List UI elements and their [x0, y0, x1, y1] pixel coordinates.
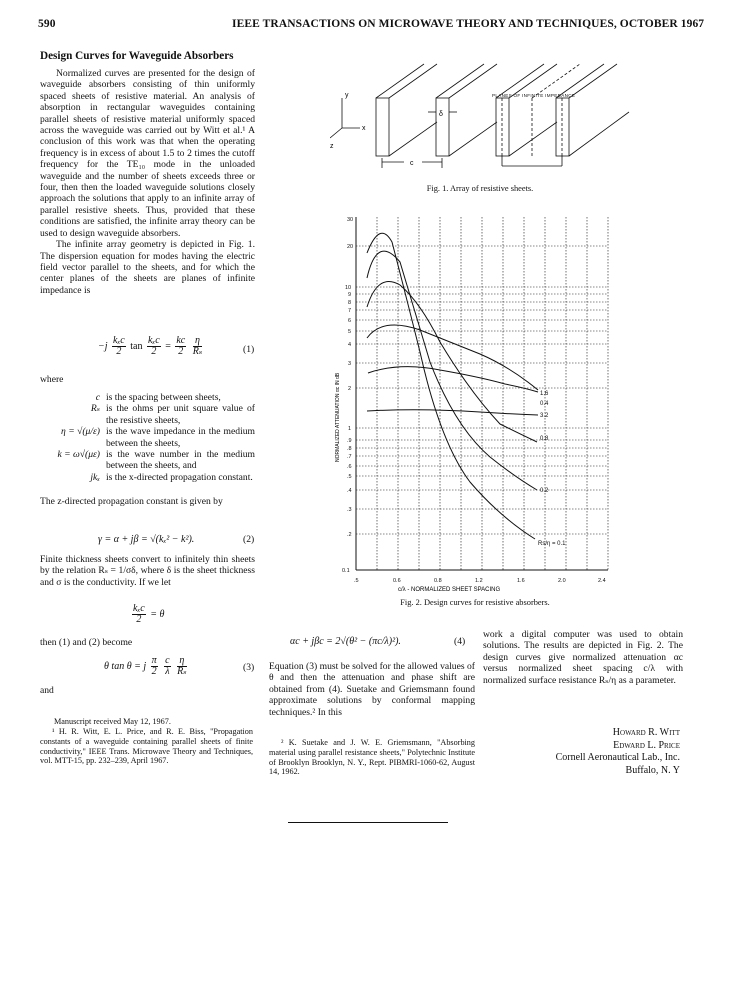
definition-list: [40, 392, 255, 483]
definition-item: η = √(μ/ε) is the wave impedance in the medium between the sheets,: [61, 426, 255, 449]
affiliation: Cornell Aeronautical Lab., Inc.: [555, 752, 680, 763]
definition-item: c is the spacing between sheets,: [95, 392, 221, 403]
svg-text:2.0: 2.0: [558, 578, 566, 584]
axis-x-label: x: [362, 125, 366, 132]
paragraph-geometry: The infinite array geometry is depicted in Fig. 1. The dispersion equation for modes having the electric field vector parallel to the sheets, and for which the center planes of the sheets are planes of infinite impedance is: [40, 239, 255, 296]
figure-2-caption: Fig. 2. Design curves for resistive absorbers.: [400, 598, 550, 607]
paragraph-equation-solution: Equation (3) must be solved for the allowed values of θ and then the attenuation and phase shift are obtained from (4). Suetake and Griemsmann found approximate solutions by conformal mapping techniques.² In this: [269, 661, 475, 718]
svg-text:.3: .3: [347, 507, 352, 513]
curve-0.8: [367, 325, 538, 390]
definition-item: k = ω√(με) is the wave number in the medium between the sheets, and: [57, 449, 255, 472]
eq3-lhs: θ tan θ = j: [104, 660, 147, 672]
svg-text:.8: .8: [347, 446, 352, 452]
svg-text:.7: .7: [347, 454, 352, 460]
page-number: 590: [38, 18, 56, 30]
definition-item: jkₓ is the x-directed propagation constant.: [90, 471, 253, 483]
x-axis-label: c/λ - NORMALIZED SHEET SPACING: [398, 587, 501, 592]
svg-text:.5: .5: [354, 578, 359, 584]
article-title: Design Curves for Waveguide Absorbers: [40, 50, 234, 62]
svg-text:1.6: 1.6: [517, 578, 525, 584]
paragraph-intro: Normalized curves are presented for the design of waveguide absorbers consisting of thin uniformly spaced sheets of resistive material. An analysis of absorption in rectangular waveguides containing parallel sheets of resistive material uniformly spaced across the waveguide was carried out by Witt et al.¹ A conclusion of this work was that when the operating frequency is in excess of about 1.5 to 2 times the cutoff frequency for the TE₁₀ mode in the unloaded waveguide and the number of sheets exceeds three or four, then then the loaded waveguide solutions closely approach the solutions that apply to an infinite array of parallel resistive sheets. Thus, provided that these conditions are satisfied, the infinite array theory can be used to design waveguide absorbers.: [40, 68, 255, 239]
eq1-tan: tan: [130, 340, 143, 352]
footnote-2: ² K. Suetake and J. W. E. Griemsmann, "Absorbing material using parallel resistance sheets," Polytechnic Institute of Brooklyn Brooklyn, N. Y., Rept. PIBMRI-1060-62, August 14, 1962.: [269, 738, 475, 777]
y-axis-label: NORMALIZED ATTENUATION αc IN dB: [335, 372, 341, 462]
legend-0.8: 0.8: [540, 436, 549, 442]
planes-label: PLANES OF INFINITE IMPEDANCE: [492, 93, 576, 98]
journal-header: IEEE TRANSACTIONS ON MICROWAVE THEORY AND TECHNIQUES, OCTOBER 1967: [232, 18, 705, 30]
theta-rhs: = θ: [150, 608, 165, 620]
left-column: [40, 68, 255, 296]
svg-text:2: 2: [348, 386, 352, 392]
svg-text:6: 6: [348, 318, 352, 324]
figure-1-diagram: [330, 48, 630, 168]
figure-1-caption: Fig. 1. Array of resistive sheets.: [426, 184, 534, 193]
svg-text:3: 3: [348, 361, 352, 367]
equation-3: [104, 656, 268, 684]
svg-text:8: 8: [348, 300, 352, 306]
curve-0.4: [367, 281, 537, 442]
svg-text:2.4: 2.4: [598, 578, 606, 584]
axis-y-label: y: [345, 92, 349, 99]
location: Buffalo, N. Y: [625, 764, 680, 776]
svg-text:20: 20: [347, 244, 354, 250]
theta-frac: $\frac{\text{kₓc}}{2}$: [133, 603, 145, 625]
paragraph-then: then (1) and (2) become: [40, 637, 133, 648]
eq3-frac2: $\frac{c}{\lambda}$: [165, 655, 170, 677]
manuscript-received: Manuscript received May 12, 1967.: [54, 717, 171, 726]
eq2-number: (2): [243, 534, 255, 545]
curve-3.2: [367, 410, 538, 415]
equation-1: [98, 336, 268, 366]
where-label: where: [40, 374, 64, 385]
svg-text:7: 7: [348, 308, 352, 314]
svg-text:.4: .4: [347, 488, 352, 494]
legend-0.4: 0.4: [540, 401, 549, 407]
eq4-text: αc + jβc = 2√(θ² − (πc/λ)²).: [290, 636, 401, 647]
eq1-frac1: $\frac{\text{kₓc}}{2}$: [113, 335, 125, 357]
svg-text:0.8: 0.8: [434, 578, 442, 584]
svg-text:9: 9: [348, 292, 352, 298]
svg-text:10: 10: [345, 285, 352, 291]
legend-0.2: 0.2: [540, 488, 549, 494]
eq1-frac3: $\frac{kc}{2}$: [176, 335, 186, 357]
legend-3.2: 3.2: [540, 413, 549, 419]
paragraph-finite-thickness: Finite thickness sheets convert to infinitely thin sheets by the relation Rₛ = 1/σδ, where δ is the sheet thickness and σ is the conductivity. If we let: [40, 554, 255, 588]
svg-text:.5: .5: [347, 474, 352, 480]
eq1-prefix: −j: [98, 340, 108, 352]
author-1: Howard R. Witt: [612, 727, 680, 738]
svg-text:0.1: 0.1: [342, 568, 350, 574]
author-2: Edward L. Price: [613, 739, 680, 751]
end-rule: [288, 822, 448, 823]
figure-2-chart: [330, 212, 620, 592]
legend-1.6: 1.6: [540, 391, 549, 397]
eq4-number: (4): [454, 636, 466, 647]
definition-item: Rₛ is the ohms per unit square value of the resistive sheets,: [90, 403, 255, 426]
eq1-frac4: $\frac{\eta}{\text{Rₛ}}$: [192, 335, 203, 357]
paragraph-results: work a digital computer was used to obtain solutions. The results are depicted in Fig. 2. The design curves give normalized attenuation αc versus normalized sheet spacing c/λ with normalized surface resistance Rₛ/η as a parameter.: [483, 629, 683, 686]
eq1-number: (1): [243, 344, 255, 355]
svg-text:.9: .9: [347, 438, 352, 444]
delta-label: δ: [439, 111, 443, 118]
curve-0.1: [367, 233, 535, 539]
paragraph-z-directed: The z-directed propagation constant is given by: [40, 496, 223, 507]
and-label: and: [40, 685, 54, 696]
svg-text:1: 1: [348, 426, 352, 432]
svg-text:30: 30: [347, 217, 354, 223]
footnote-1: ¹ H. R. Witt, E. L. Price, and R. E. Biss, "Propagation constants of a waveguide containing parallel sheets of finite conductivity," IEEE Trans. Microwave Theory and Techniques, vol. MTT-15, pp. 232–239, April 1967.: [40, 727, 253, 766]
svg-text:.6: .6: [347, 464, 352, 470]
equation-theta-def: [130, 604, 164, 625]
c-label: c: [410, 160, 414, 167]
axis-z-label: z: [330, 143, 334, 150]
equation-4: [290, 636, 480, 647]
signature-block: [520, 727, 680, 777]
legend-0.1: Rs/η = 0.1: [538, 541, 566, 547]
svg-text:5: 5: [348, 329, 352, 335]
svg-text:.2: .2: [347, 532, 352, 538]
eq1-frac2: $\frac{\text{kₓc}}{2}$: [147, 335, 160, 357]
eq3-frac1: $\frac{\pi}{2}$: [151, 655, 157, 677]
eq3-number: (3): [243, 662, 255, 673]
eq3-frac3: $\frac{\eta}{\text{Rₛ}}$: [177, 655, 187, 677]
svg-text:0.6: 0.6: [393, 578, 401, 584]
svg-text:4: 4: [348, 342, 352, 348]
svg-text:1.2: 1.2: [475, 578, 483, 584]
eq2-text: γ = α + jβ = √(kₓ² − k²).: [98, 534, 195, 545]
eq1-equals: =: [165, 340, 171, 352]
equation-2: [98, 534, 268, 545]
